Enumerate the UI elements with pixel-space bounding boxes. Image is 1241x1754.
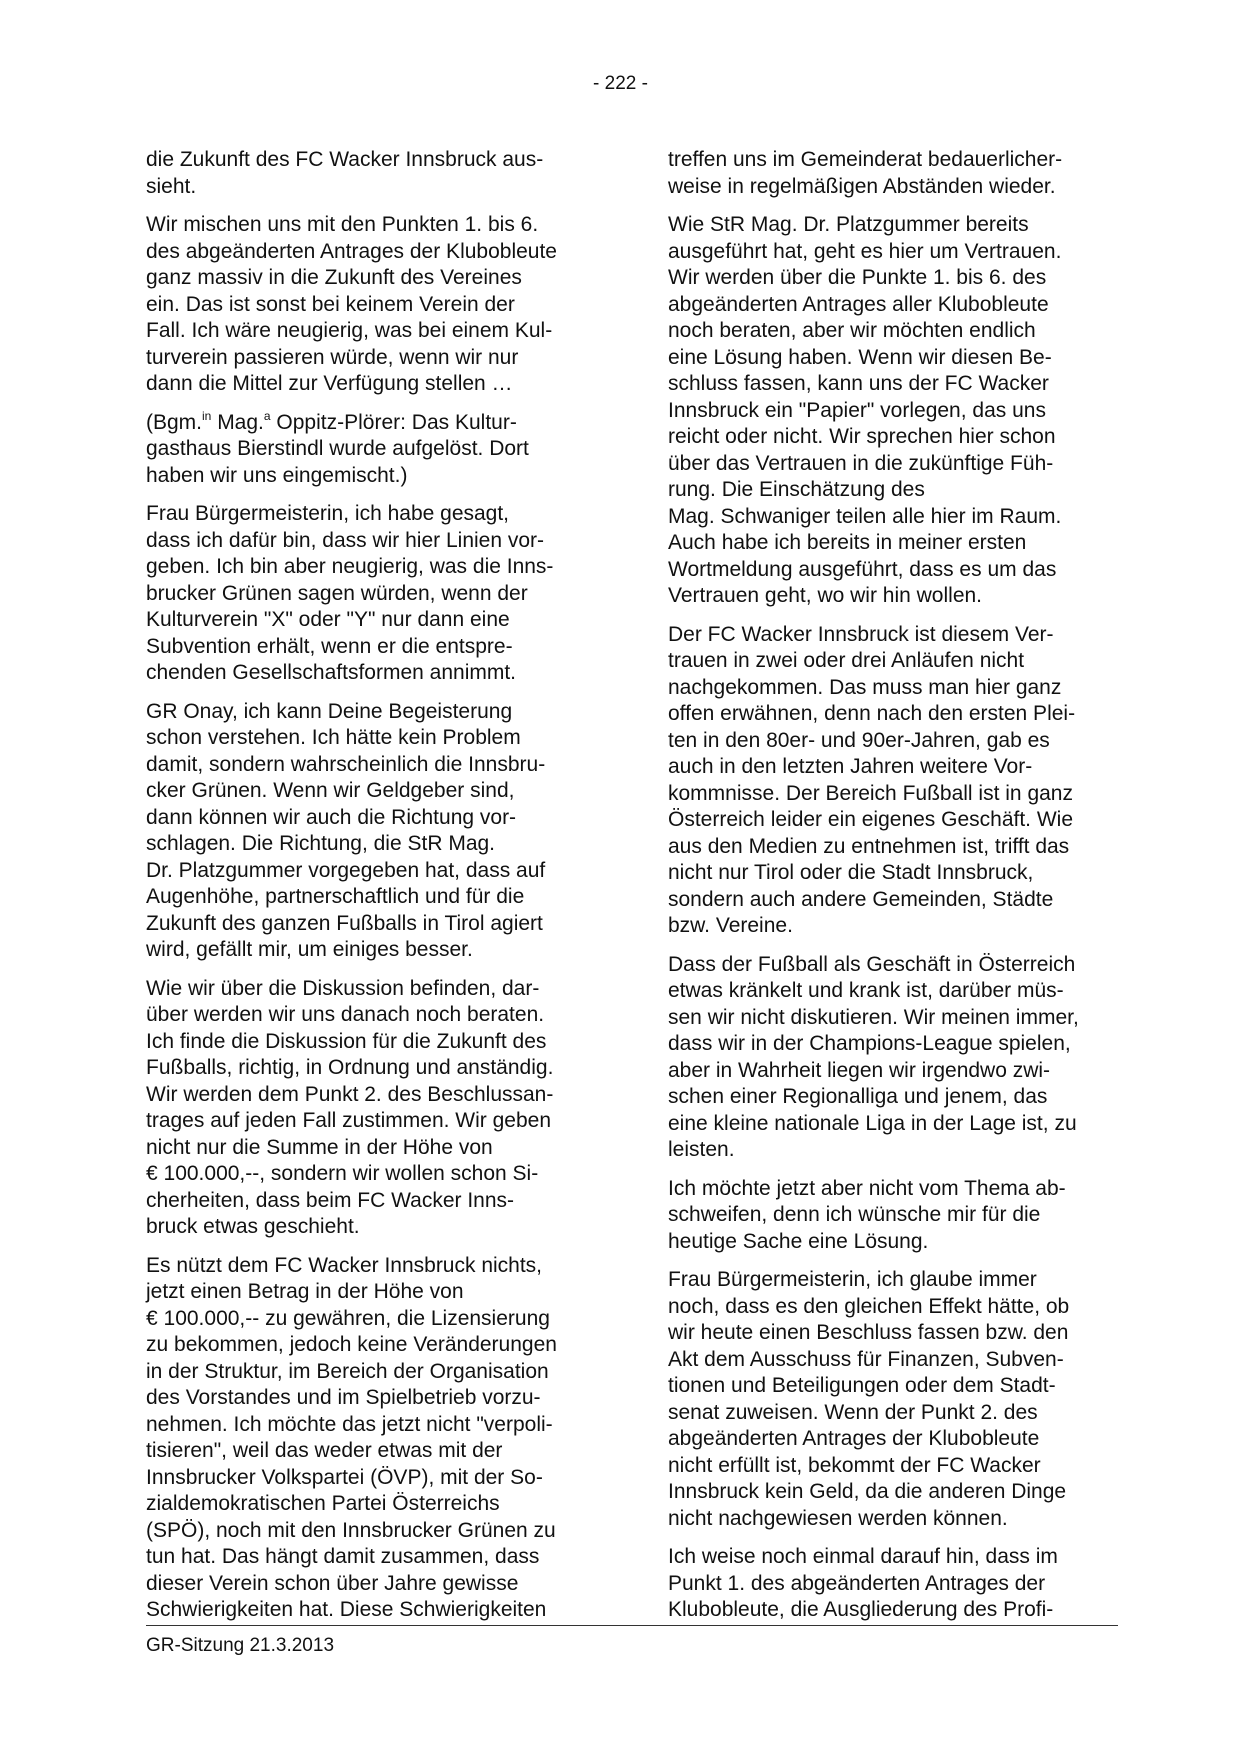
page-number: - 222 - <box>593 73 648 94</box>
footer-session-date: GR-Sitzung 21.3.2013 <box>146 1635 335 1656</box>
paragraph: Wie StR Mag. Dr. Platzgummer bereits ausgeführt hat, geht es hier um Vertrauen. Wir werden über die Punkte 1. bis 6. des abgeänderten Antrages aller Klubobleute noch beraten, aber wir möchten endlich eine Lösung haben. Wenn wir diesen Be- schluss fassen, kann uns der FC Wacker Innsbruck ein "Papier" vorlegen, das uns reicht oder nicht. Wir sprechen hier schon über das Vertrauen in die zukünftige Füh- rung. Die Einschätzung des Mag. Schwaniger teilen alle hier im Raum. Auch habe ich bereits in meiner ersten Wortmeldung ausgeführt, dass es um das Vertrauen geht, wo wir hin wollen. <box>668 213 1062 607</box>
paragraph: Ich möchte jetzt aber nicht vom Thema ab- schweifen, denn ich wünsche mir für die heutige Sache eine Lösung. <box>668 1176 1066 1253</box>
paragraph: Dass der Fußball als Geschäft in Österreich etwas kränkelt und krank ist, darüber müs- sen wir nicht diskutieren. Wir meinen immer, dass wir in der Champions-League spielen, aber in Wahrheit liegen wir irgendwo zwi- schen einer Regionalliga und jenem, das eine kleine nationale Liga in der Lage ist, zu leisten. <box>668 952 1079 1161</box>
interjection-paragraph <box>146 410 586 490</box>
superscript: in <box>202 408 212 423</box>
paragraph: Frau Bürgermeisterin, ich glaube immer noch, dass es den gleichen Effekt hätte, ob wir heute einen Beschluss fassen bzw. den Akt dem Ausschuss für Finanzen, Subven- tionen und Beteiligungen oder dem Stadt- senat zuweisen. Wenn der Punkt 2. des abgeänderten Antrages der Klubobleute nicht erfüllt ist, bekommt der FC Wacker Innsbruck kein Geld, da die anderen Dinge nicht nachgewiesen werden können. <box>668 1268 1070 1530</box>
superscript: a <box>263 408 271 423</box>
paragraph: Ich weise noch einmal darauf hin, dass im Punkt 1. des abgeänderten Antrages der Klubobleute, die Ausgliederung des Profi- <box>668 1545 1058 1621</box>
paragraph: Wir mischen uns mit den Punkten 1. bis 6. des abgeänderten Antrages der Klubobleute ganz massiv in die Zukunft des Vereines ein. Das ist sonst bei keinem Verein der Fall. Ich wäre neugierig, was bei einem Kul- turverein passieren würde, wenn wir nur dann die Mittel zur Verfügung stellen … <box>146 213 557 395</box>
paragraph: Frau Bürgermeisterin, ich habe gesagt, dass ich dafür bin, dass wir hier Linien vor- geben. Ich bin aber neugierig, was die Inns- brucker Grünen sagen würden, wenn der Kulturverein "X" oder "Y" nur dann eine Subvention erhält, wenn er die entspre- chenden Gesellschaftsformen annimmt. <box>146 502 554 684</box>
right-column <box>668 147 1108 1636</box>
footer-divider <box>146 1625 1118 1626</box>
paragraph: GR Onay, ich kann Deine Begeisterung schon verstehen. Ich hätte kein Problem damit, sondern wahrscheinlich die Innsbru- cker Grünen. Wenn wir Geldgeber sind, dann können wir auch die Richtung vor- schlagen. Die Richtung, die StR Mag. Dr. Platzgummer vorgegeben hat, dass auf Augenhöhe, partnerschaftlich und für die Zukunft des ganzen Fußballs in Tirol agiert wird, gefällt mir, um einiges besser. <box>146 699 546 961</box>
left-column <box>146 147 586 1636</box>
paragraph: Es nützt dem FC Wacker Innsbruck nichts, jetzt einen Betrag in der Höhe von € 100.000,-- zu gewähren, die Lizensierung zu bekommen, jedoch keine Veränderungen in der Struktur, im Bereich der Organisation des Vorstandes und im Spielbetrieb vorzu- nehmen. Ich möchte das jetzt nicht "verpoli- tisieren", weil das weder etwas mit der Innsbrucker Volkspartei (ÖVP), mit der So- zialdemokratischen Partei Österreichs (SPÖ), noch mit den Innsbrucker Grünen zu tun hat. Das hängt damit zusammen, dass dieser Verein schon über Jahre gewisse Schwierigkeiten hat. Diese Schwierigkeiten <box>146 1253 557 1621</box>
interjection-text: (Bgm. <box>146 410 203 434</box>
interjection-text: Mag. <box>211 410 264 434</box>
paragraph: Der FC Wacker Innsbruck ist diesem Ver- trauen in zwei oder drei Anläufen nicht nachgekommen. Das muss man hier ganz offen erwähnen, denn nach den ersten Plei- ten in den 80er- und 90er-Jahren, gab es auch in den letzten Jahren weitere Vor- kommnisse. Der Bereich Fußball ist in ganz Österreich leider ein eigenes Geschäft. Wie aus den Medien zu entnehmen ist, trifft das nicht nur Tirol oder die Stadt Innsbruck, sondern auch andere Gemeinden, Städte bzw. Vereine. <box>668 622 1076 937</box>
paragraph: Wie wir über die Diskussion befinden, dar- über werden wir uns danach noch beraten. Ich finde die Diskussion für die Zukunft des Fußballs, richtig, in Ordnung und anständig. Wir werden dem Punkt 2. des Beschlussan- trages auf jeden Fall zustimmen. Wir geben nicht nur die Summe in der Höhe von € 100.000,--, sondern wir wollen schon Si- cherheiten, dass beim FC Wacker Inns- bruck etwas geschieht. <box>146 976 554 1238</box>
paragraph: die Zukunft des FC Wacker Innsbruck aus- sieht. <box>146 148 544 198</box>
paragraph: treffen uns im Gemeinderat bedauerlicher- weise in regelmäßigen Abständen wieder. <box>668 148 1063 198</box>
interjection-text: Oppitz-Plörer: Das Kultur- gasthaus Bierstindl wurde aufgelöst. Dort haben wir uns eingemischt.) <box>146 410 529 487</box>
